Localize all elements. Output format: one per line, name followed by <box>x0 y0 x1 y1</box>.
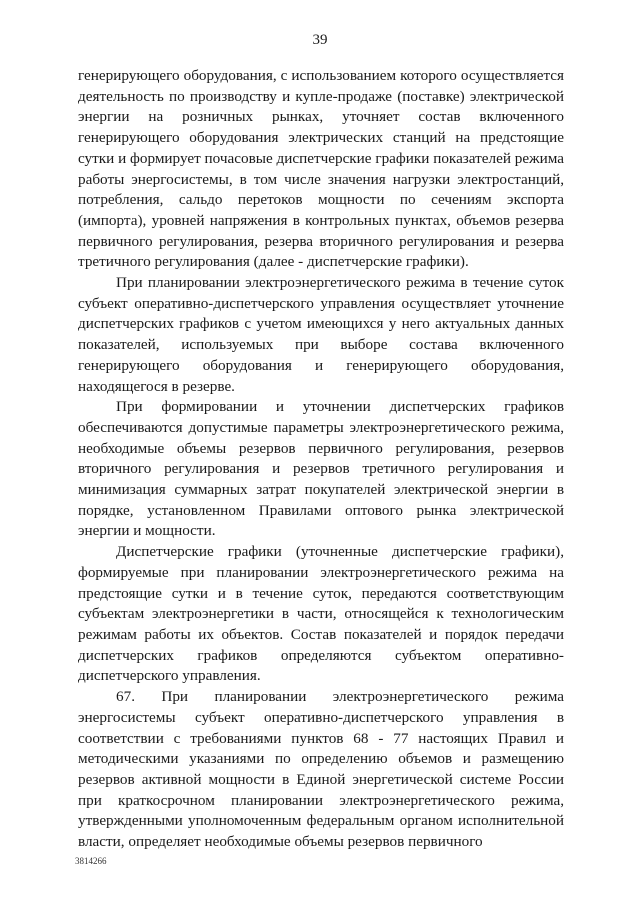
paragraph-continuation: генерирующего оборудования, с использованием которого осуществляется деятельность по производству и купле-продаже (поставке) электрической энергии на розничных рынках, уточняет состав включенного генерирующего оборудования электрических станций на предстоящие сутки и формирует почасовые диспетчерские графики показателей режима работы энергосистемы, в том числе значения нагрузки электростанций, потребления, сальдо перетоков мощности по сечениям экспорта (импорта), уровней напряжения в контрольных пунктах, объемов резерва первичного регулирования, резерва вторичного регулирования и резерва третичного регулирования (далее - диспетчерские графики). <box>78 67 564 271</box>
paragraph-schedule-formation: При формировании и уточнении диспетчерских графиков обеспечиваются допустимые параметры электроэнергетического режима, необходимые объемы резервов первичного регулирования, резервов вторичного регулирования и резервов третичного регулирования и минимизация суммарных затрат покупателей электрической энергии в порядке, установленном Правилами оптового рынка электрической энергии и мощности. <box>78 398 564 540</box>
paragraph-schedule-transmission: Диспетчерские графики (уточненные диспетчерские графики), формируемые при планировании электроэнергетического режима на предстоящие сутки и в течение суток, передаются соответствующим субъектам электроэнергетики в части, относящейся к технологическим режимам работы их объектов. Состав показателей и порядок передачи диспетчерских графиков определяются субъектом оперативно-диспетчерского управления. <box>78 543 564 685</box>
body-text <box>78 66 564 853</box>
document-code: 3814266 <box>75 856 107 866</box>
paragraph-planning-within-day: При планировании электроэнергетического режима в течение суток субъект оперативно-диспетчерского управления осуществляет уточнение диспетчерских графиков с учетом имеющихся у него актуальных данных показателей, используемых при выборе состава включенного генерирующего оборудования и генерирующего оборудования, находящегося в резерве. <box>78 274 564 395</box>
page-number: 39 <box>312 32 328 48</box>
paragraph-item-67: 67. При планировании электроэнергетического режима энергосистемы субъект оперативно-диспетчерского управления в соответствии с требованиями пунктов 68 - 77 настоящих Правил и методическими указаниями по определению объемов и размещению резервов активной мощности в Единой энергетической системе России при краткосрочном планировании электроэнергетического режима, утвержденными уполномоченным федеральным органом исполнительной власти, определяет необходимые объемы резервов первичного <box>78 688 564 851</box>
